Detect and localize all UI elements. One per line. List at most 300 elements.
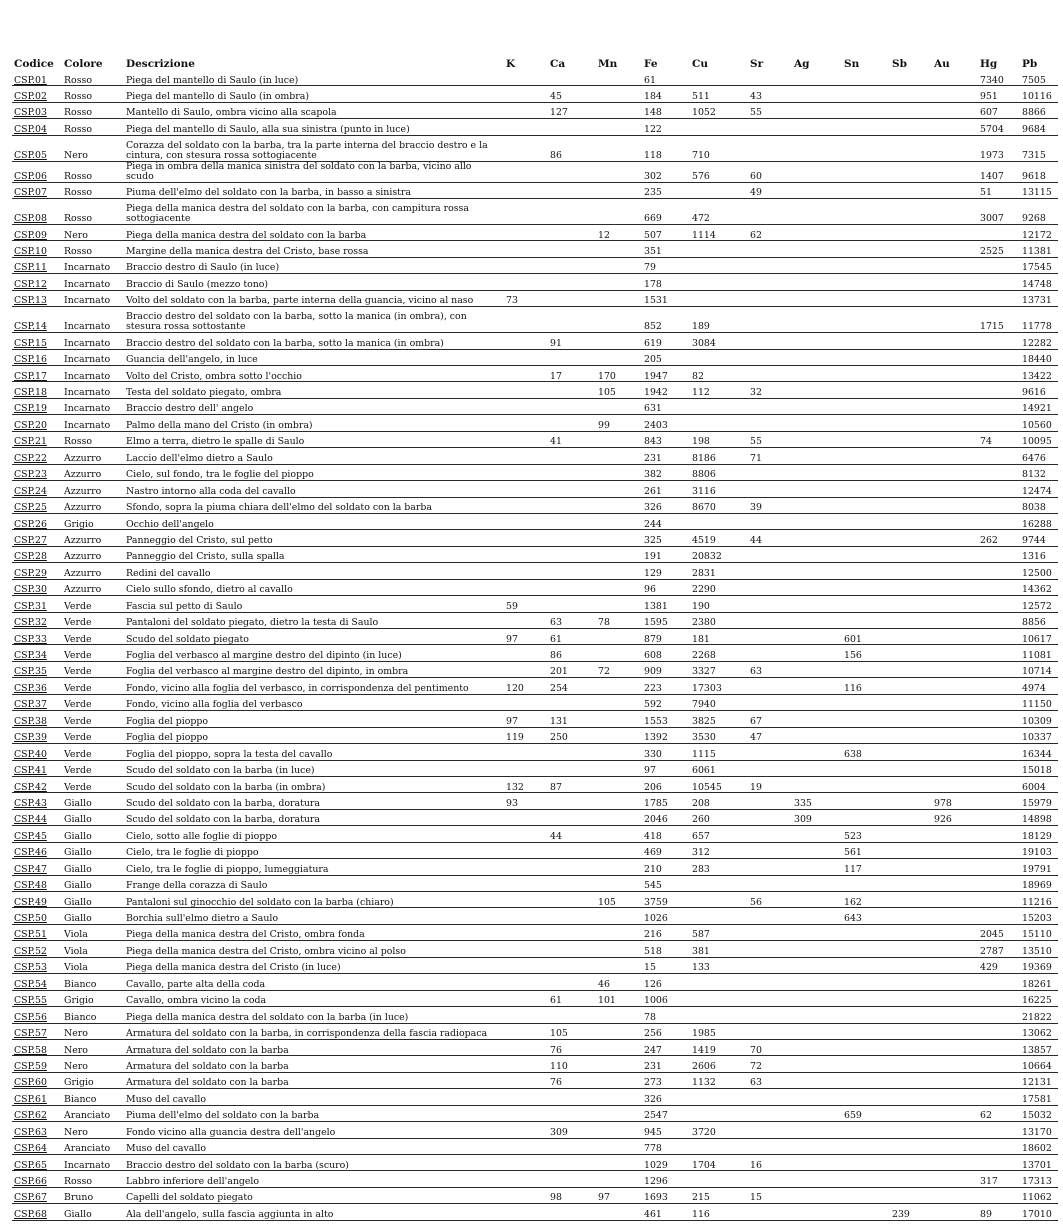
cell-pb: 18261 [1022, 978, 1052, 990]
cell-sr: 43 [750, 91, 762, 102]
cell-color: Azzurro [64, 534, 102, 546]
cell-fe: 191 [644, 551, 662, 563]
cell-sr [748, 596, 792, 612]
cell-sb [890, 711, 932, 727]
cell-pb: 19791 [1022, 863, 1052, 875]
cell-sr: 16 [750, 1159, 762, 1171]
cell-sn [842, 809, 890, 825]
cell-au [932, 875, 978, 891]
cell-cu: 576 [692, 170, 710, 182]
cell-cu [690, 119, 748, 135]
cell-sr [748, 957, 792, 973]
cell-cu: 3530 [692, 732, 716, 744]
cell-code: CSP.02 [14, 91, 47, 102]
cell-color: Giallo [64, 896, 92, 908]
cell-ag [792, 398, 842, 414]
cell-color: Rosso [64, 436, 92, 448]
cell-mn [596, 1023, 642, 1039]
table-row [12, 612, 1058, 628]
cell-ca [548, 596, 596, 612]
cell-fe: 518 [644, 945, 662, 957]
cell-sn [842, 1138, 890, 1154]
cell-sb [890, 629, 932, 645]
cell-cu: 3116 [692, 485, 716, 497]
cell-description: Elmo a terra, dietro le spalle di Saulo [126, 436, 305, 448]
cell-hg: 1407 [980, 170, 1004, 182]
cell-k [504, 1122, 548, 1138]
cell-fe: 216 [644, 929, 662, 941]
cell-color: Azzurro [64, 567, 102, 579]
cell-k [504, 892, 548, 908]
cell-pb: 18129 [1022, 830, 1052, 842]
cell-cu: 2606 [692, 1060, 716, 1072]
cell-ca [548, 892, 596, 908]
cell-cu: 208 [692, 797, 710, 809]
cell-code: CSP.18 [14, 387, 47, 398]
cell-sr [748, 307, 792, 333]
cell-cu: 657 [692, 830, 710, 842]
cell-k [504, 513, 548, 529]
cell-k [504, 859, 548, 875]
cell-au [932, 274, 978, 290]
cell-k [504, 974, 548, 990]
cell-sb [890, 135, 932, 161]
cell-mn [596, 182, 642, 198]
table-row [12, 1122, 1058, 1138]
cell-sb [890, 924, 932, 940]
cell-sb [890, 678, 932, 694]
cell-fe: 945 [644, 1126, 662, 1138]
cell-code: CSP.57 [14, 1028, 47, 1040]
cell-cu: 8670 [692, 502, 716, 514]
cell-mn [596, 842, 642, 858]
cell-ag [792, 257, 842, 273]
cell-k [504, 224, 548, 240]
cell-sb [890, 941, 932, 957]
cell-fe: 2046 [644, 814, 668, 826]
cell-sb [890, 448, 932, 464]
cell-hg [978, 563, 1020, 579]
cell-color: Incarnato [64, 321, 111, 333]
table-row [12, 464, 1058, 480]
cell-sb [890, 990, 932, 1006]
cell-au [932, 224, 978, 240]
cell-code: CSP.58 [14, 1044, 47, 1056]
cell-hg [978, 892, 1020, 908]
cell-fe: 97 [644, 765, 656, 777]
cell-ca: 131 [550, 715, 568, 727]
cell-k [504, 241, 548, 257]
cell-description: Scudo del soldato piegato [126, 633, 249, 645]
cell-description: Redini del cavallo [126, 567, 211, 579]
cell-mn: 105 [598, 896, 616, 908]
cell-sr [748, 974, 792, 990]
cell-color: Azzurro [64, 551, 102, 563]
cell-color: Bianco [64, 978, 97, 990]
cell-sb [890, 119, 932, 135]
table-row [12, 333, 1058, 349]
cell-ag [792, 579, 842, 595]
cell-hg [978, 661, 1020, 677]
cell-au [932, 1072, 978, 1088]
cell-au [932, 694, 978, 710]
cell-pb: 10664 [1022, 1060, 1052, 1072]
cell-color: Giallo [64, 913, 92, 924]
cell-fe: 302 [644, 170, 662, 182]
cell-sr [748, 1171, 792, 1187]
cell-color: Nero [64, 1060, 88, 1072]
cell-color: Rosso [64, 245, 92, 257]
cell-ca [548, 1089, 596, 1105]
cell-sr: 56 [750, 896, 762, 908]
cell-ca: 91 [550, 337, 562, 349]
cell-sr [748, 1204, 792, 1220]
cell-code: CSP.15 [14, 337, 47, 349]
cell-sr [748, 924, 792, 940]
cell-sn [842, 974, 890, 990]
cell-mn [596, 924, 642, 940]
cell-sb [890, 382, 932, 398]
cell-hg [978, 629, 1020, 645]
cell-pb: 15203 [1022, 913, 1052, 924]
cell-cu: 472 [692, 213, 710, 225]
cell-ag [792, 678, 842, 694]
cell-au [932, 1122, 978, 1138]
table-row [12, 382, 1058, 398]
cell-ag [792, 645, 842, 661]
cell-pb: 12172 [1022, 229, 1052, 241]
cell-ca [548, 182, 596, 198]
cell-mn [596, 349, 642, 365]
table-row [12, 661, 1058, 677]
cell-color: Giallo [64, 814, 92, 826]
cell-sb [890, 579, 932, 595]
cell-code: CSP.09 [14, 229, 47, 241]
cell-pb: 7315 [1022, 149, 1046, 161]
table-row [12, 224, 1058, 240]
cell-description: Foglia del pioppo, sopra la testa del cavallo [126, 748, 333, 760]
cell-cu: 2380 [692, 617, 716, 629]
column-header-hg: Hg [980, 58, 998, 70]
cell-color: Verde [64, 781, 92, 793]
cell-au [932, 333, 978, 349]
cell-cu [690, 1007, 748, 1023]
cell-k [504, 481, 548, 497]
cell-k: 73 [506, 295, 518, 307]
cell-pb: 9744 [1022, 534, 1046, 546]
cell-sb [890, 198, 932, 224]
cell-color: Bruno [64, 1192, 94, 1204]
cell-k [504, 661, 548, 677]
cell-mn [596, 859, 642, 875]
cell-cu [690, 974, 748, 990]
cell-sb [890, 513, 932, 529]
cell-sn [842, 1056, 890, 1072]
cell-hg: 951 [980, 91, 998, 102]
cell-pb: 13510 [1022, 945, 1052, 957]
cell-mn [596, 563, 642, 579]
cell-hg [978, 1039, 1020, 1055]
cell-code: CSP.59 [14, 1060, 47, 1072]
cell-fe: 122 [644, 123, 662, 135]
cell-cu: 6061 [692, 765, 716, 777]
cell-description: Scudo del soldato con la barba (in luce) [126, 765, 315, 777]
table-row [12, 497, 1058, 513]
cell-mn [596, 135, 642, 161]
table-row [12, 1056, 1058, 1072]
cell-cu: 215 [692, 1192, 710, 1204]
cell-ag [792, 661, 842, 677]
cell-cu: 190 [692, 600, 710, 612]
cell-sn [842, 1122, 890, 1138]
cell-cu: 3720 [692, 1126, 716, 1138]
cell-color: Azzurro [64, 502, 102, 514]
cell-k [504, 875, 548, 891]
cell-k: 119 [506, 732, 524, 744]
cell-color: Aranciato [64, 1143, 111, 1155]
cell-sr: 55 [750, 107, 762, 119]
cell-description: Braccio destro di Saulo (in luce) [126, 262, 280, 274]
cell-pb: 18602 [1022, 1143, 1052, 1155]
cell-sb [890, 727, 932, 743]
cell-ca: 127 [550, 107, 568, 119]
cell-ag [792, 892, 842, 908]
cell-au [932, 119, 978, 135]
cell-cu: 1114 [692, 229, 716, 241]
cell-sn [842, 776, 890, 792]
cell-hg: 1715 [980, 321, 1004, 333]
column-header-sn: Sn [844, 58, 860, 70]
cell-code: CSP.50 [14, 913, 47, 924]
cell-cu: 189 [692, 321, 710, 333]
table-row [12, 366, 1058, 382]
cell-mn [596, 464, 642, 480]
cell-ca [548, 1204, 596, 1220]
cell-ca: 45 [550, 91, 562, 102]
table-row [12, 744, 1058, 760]
cell-pb: 16344 [1022, 748, 1052, 760]
table-row [12, 546, 1058, 562]
cell-k [504, 546, 548, 562]
column-header-sr: Sr [750, 58, 764, 70]
cell-sr: 19 [750, 781, 762, 793]
cell-sb [890, 224, 932, 240]
cell-cu: 181 [692, 633, 710, 645]
cell-ca: 309 [550, 1126, 568, 1138]
cell-fe: 231 [644, 1060, 662, 1072]
cell-fe: 669 [644, 213, 662, 225]
cell-ag [792, 224, 842, 240]
cell-sb [890, 1056, 932, 1072]
cell-hg: 1973 [980, 149, 1004, 161]
cell-ca [548, 1155, 596, 1171]
cell-hg [978, 415, 1020, 431]
cell-au [932, 135, 978, 161]
cell-mn [596, 793, 642, 809]
cell-au [932, 957, 978, 973]
cell-description: Scudo del soldato con la barba (in ombra) [126, 781, 326, 793]
cell-color: Azzurro [64, 485, 102, 497]
cell-sr [748, 645, 792, 661]
cell-description: Piega del mantello di Saulo (in luce) [126, 74, 299, 86]
cell-ag [792, 530, 842, 546]
cell-description: Cielo sullo sfondo, dietro al cavallo [126, 584, 293, 596]
cell-ca [548, 744, 596, 760]
cell-description: Piega della manica destra del soldato con la barba [126, 229, 367, 241]
cell-code: CSP.05 [14, 149, 47, 161]
cell-au [932, 727, 978, 743]
cell-code: CSP.40 [14, 748, 47, 760]
cell-au [932, 842, 978, 858]
cell-ag [792, 513, 842, 529]
cell-hg [978, 546, 1020, 562]
cell-cu: 2831 [692, 567, 716, 579]
cell-pb: 10560 [1022, 419, 1052, 431]
cell-au: 978 [934, 797, 952, 809]
cell-au [932, 70, 978, 86]
cell-description: Armatura del soldato con la barba [126, 1060, 289, 1072]
cell-cu: 1704 [692, 1159, 716, 1171]
cell-ag [792, 990, 842, 1006]
cell-pb: 9618 [1022, 170, 1046, 182]
cell-mn [596, 711, 642, 727]
cell-sr [748, 629, 792, 645]
cell-color: Nero [64, 1044, 88, 1056]
cell-hg [978, 290, 1020, 306]
cell-sn [842, 382, 890, 398]
cell-fe: 1947 [644, 370, 668, 382]
cell-pb: 14362 [1022, 584, 1052, 596]
cell-fe: 1595 [644, 617, 668, 629]
cell-hg [978, 274, 1020, 290]
cell-sn [842, 760, 890, 776]
cell-ag [792, 776, 842, 792]
cell-pb: 8866 [1022, 107, 1046, 119]
cell-sn [842, 224, 890, 240]
cell-sn [842, 135, 890, 161]
cell-ag [792, 760, 842, 776]
elemental-analysis-table-sheet [12, 50, 1058, 1221]
cell-code: CSP.54 [14, 978, 47, 990]
cell-color: Nero [64, 229, 88, 241]
cell-sn: 117 [844, 863, 862, 875]
cell-fe: 330 [644, 748, 662, 760]
cell-description: Foglia del verbasco al margine destro del dipinto, in ombra [126, 666, 409, 678]
cell-au [932, 513, 978, 529]
table-row [12, 727, 1058, 743]
cell-sr [748, 908, 792, 924]
cell-ag [792, 102, 842, 118]
cell-au [932, 1056, 978, 1072]
cell-sr [748, 241, 792, 257]
table-row [12, 431, 1058, 447]
cell-sr [748, 135, 792, 161]
cell-hg: 2525 [980, 245, 1004, 257]
cell-mn: 72 [598, 666, 610, 678]
cell-sn [842, 1204, 890, 1220]
cell-pb: 17313 [1022, 1176, 1052, 1187]
cell-fe: 1693 [644, 1192, 668, 1204]
cell-hg: 262 [980, 534, 998, 546]
cell-sr: 63 [750, 666, 762, 678]
cell-ca [548, 842, 596, 858]
cell-sb [890, 661, 932, 677]
column-header-au: Au [934, 58, 950, 70]
cell-pb: 10337 [1022, 732, 1052, 744]
cell-pb: 14748 [1022, 278, 1052, 290]
cell-cu: 82 [692, 370, 704, 382]
cell-mn [596, 1155, 642, 1171]
cell-cu [690, 1105, 748, 1121]
cell-fe: 2403 [644, 419, 668, 431]
cell-sb [890, 1105, 932, 1121]
cell-description: Ala dell'angelo, sulla fascia aggiunta in alto [126, 1208, 334, 1220]
cell-description: Cielo, sul fondo, tra le foglie del pioppo [126, 469, 314, 481]
cell-sn [842, 497, 890, 513]
cell-fe: 256 [644, 1028, 662, 1040]
cell-ag [792, 415, 842, 431]
cell-code: CSP.07 [14, 187, 47, 199]
cell-sb [890, 464, 932, 480]
cell-description: Cavallo, parte alta della coda [126, 978, 266, 990]
column-header-ag: Ag [794, 58, 810, 70]
cell-mn: 12 [598, 229, 610, 241]
cell-fe: 206 [644, 781, 662, 793]
cell-k [504, 448, 548, 464]
column-header-mn: Mn [598, 58, 618, 70]
cell-pb: 1316 [1022, 551, 1046, 563]
cell-description: Braccio destro del soldato con la barba, sotto la manica (in ombra) [126, 337, 444, 349]
cell-ca [548, 974, 596, 990]
cell-ca: 250 [550, 732, 568, 744]
cell-fe: 1531 [644, 295, 668, 307]
cell-color: Verde [64, 633, 92, 645]
table-row [12, 1204, 1058, 1220]
cell-au [932, 776, 978, 792]
cell-description: Armatura del soldato con la barba [126, 1077, 289, 1089]
cell-sn [842, 924, 890, 940]
cell-description: Foglia del pioppo [126, 715, 209, 727]
cell-fe: 118 [644, 149, 662, 161]
cell-description: Fascia sul petto di Saulo [126, 600, 243, 612]
cell-k [504, 1023, 548, 1039]
cell-description: Volto del Cristo, ombra sotto l'occhio [126, 370, 302, 382]
cell-mn [596, 1105, 642, 1121]
cell-sb [890, 182, 932, 198]
cell-mn [596, 290, 642, 306]
table-row [12, 398, 1058, 414]
cell-sr [748, 198, 792, 224]
cell-color: Giallo [64, 830, 92, 842]
cell-k: 97 [506, 715, 518, 727]
cell-description: Braccio destro del soldato con la barba (scuro) [126, 1159, 349, 1171]
cell-au [932, 290, 978, 306]
cell-code: CSP.44 [14, 814, 47, 826]
cell-sn: 156 [844, 650, 862, 661]
cell-code: CSP.23 [14, 469, 47, 481]
cell-hg [978, 1072, 1020, 1088]
column-header-codice: Codice [14, 58, 54, 70]
cell-hg: 607 [980, 107, 998, 119]
cell-ca [548, 307, 596, 333]
cell-cu [690, 70, 748, 86]
cell-pb: 12474 [1022, 485, 1052, 497]
cell-sn [842, 257, 890, 273]
cell-ca [548, 290, 596, 306]
cell-ag [792, 941, 842, 957]
cell-sb [890, 842, 932, 858]
cell-mn [596, 1171, 642, 1187]
